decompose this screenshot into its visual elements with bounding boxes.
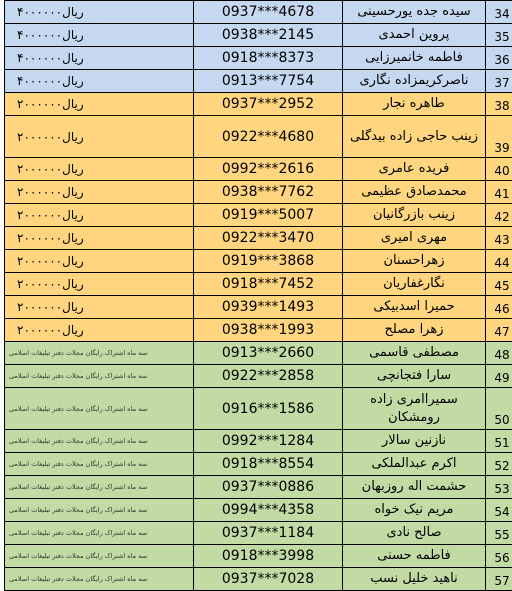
table-row — [5, 522, 512, 545]
name-cell: مصطفی قاسمی — [343, 342, 486, 365]
prize-cell: ۴۰۰۰۰۰۰ریال — [5, 1, 194, 24]
prize-cell: سه ماه اشتراک رایگان مجلات دفتر تبلیغات اسلامی — [5, 388, 194, 430]
phone-cell: 0919***3868 — [194, 250, 343, 273]
name-cell: اکرم عبدالملکی — [343, 453, 486, 476]
prize-cell: ۴۰۰۰۰۰۰ریال — [5, 47, 194, 70]
row-number-cell: 55 — [486, 522, 512, 545]
prize-cell: ۲۰۰۰۰۰۰ریال — [5, 227, 194, 250]
name-cell: مریم نیک خواه — [343, 499, 486, 522]
phone-cell: 0938***7762 — [194, 181, 343, 204]
prize-cell: ۲۰۰۰۰۰۰ریال — [5, 319, 194, 342]
prize-cell: سه ماه اشتراک رایگان مجلات دفتر تبلیغات اسلامی — [5, 342, 194, 365]
name-cell: فاطمه خانمیرزایی — [343, 47, 486, 70]
prize-cell: ۲۰۰۰۰۰۰ریال — [5, 116, 194, 158]
winners-table — [4, 0, 512, 591]
table-row — [5, 430, 512, 453]
name-cell: زینب حاجی زاده بیدگلی — [343, 116, 486, 158]
phone-cell: 0922***3470 — [194, 227, 343, 250]
phone-cell: 0937***0886 — [194, 476, 343, 499]
table-row — [5, 545, 512, 568]
table-row — [5, 47, 512, 70]
row-number-cell: 36 — [486, 47, 512, 70]
name-cell: نگارغفاریان — [343, 273, 486, 296]
row-number-cell: 46 — [486, 296, 512, 319]
name-cell: فاطمه حسنی — [343, 545, 486, 568]
row-number-cell: 44 — [486, 250, 512, 273]
phone-cell: 0938***1993 — [194, 319, 343, 342]
prize-cell: ۲۰۰۰۰۰۰ریال — [5, 93, 194, 116]
row-number-cell: 38 — [486, 93, 512, 116]
prize-cell: ۴۰۰۰۰۰۰ریال — [5, 70, 194, 93]
prize-cell: سه ماه اشتراک رایگان مجلات دفتر تبلیغات اسلامی — [5, 453, 194, 476]
row-number-cell: 51 — [486, 430, 512, 453]
table-row — [5, 181, 512, 204]
winners-table-body — [5, 1, 512, 591]
phone-cell: 0937***4678 — [194, 1, 343, 24]
name-cell: نازنین سالار — [343, 430, 486, 453]
table-row — [5, 296, 512, 319]
table-row — [5, 227, 512, 250]
row-number-cell: 39 — [486, 116, 512, 158]
table-row — [5, 568, 512, 591]
row-number-cell: 40 — [486, 158, 512, 181]
phone-cell: 0922***4680 — [194, 116, 343, 158]
table-row — [5, 70, 512, 93]
table-row — [5, 476, 512, 499]
name-cell: سارا فتجانچی — [343, 365, 486, 388]
name-cell: زهرا مصلح — [343, 319, 486, 342]
phone-cell: 0918***7452 — [194, 273, 343, 296]
table-row — [5, 158, 512, 181]
prize-cell: سه ماه اشتراک رایگان مجلات دفتر تبلیغات اسلامی — [5, 568, 194, 591]
table-row — [5, 24, 512, 47]
name-cell: صالح نادی — [343, 522, 486, 545]
phone-cell: 0916***1586 — [194, 388, 343, 430]
table-row — [5, 204, 512, 227]
table-row — [5, 499, 512, 522]
name-cell: فریده عامری — [343, 158, 486, 181]
prize-cell: ۲۰۰۰۰۰۰ریال — [5, 204, 194, 227]
row-number-cell: 37 — [486, 70, 512, 93]
phone-cell: 0918***8373 — [194, 47, 343, 70]
row-number-cell: 49 — [486, 365, 512, 388]
table-row — [5, 93, 512, 116]
name-cell: طاهره نجار — [343, 93, 486, 116]
phone-cell: 0919***5007 — [194, 204, 343, 227]
row-number-cell: 53 — [486, 476, 512, 499]
phone-cell: 0937***2952 — [194, 93, 343, 116]
name-cell: سیده جده یورحسینی — [343, 1, 486, 24]
row-number-cell: 41 — [486, 181, 512, 204]
table-row — [5, 453, 512, 476]
row-number-cell: 57 — [486, 568, 512, 591]
row-number-cell: 34 — [486, 1, 512, 24]
prize-cell: ۴۰۰۰۰۰۰ریال — [5, 24, 194, 47]
row-number-cell: 54 — [486, 499, 512, 522]
phone-cell: 0992***1284 — [194, 430, 343, 453]
row-number-cell: 48 — [486, 342, 512, 365]
name-cell: پروین احمدی — [343, 24, 486, 47]
phone-cell: 0992***2616 — [194, 158, 343, 181]
prize-cell: سه ماه اشتراک رایگان مجلات دفتر تبلیغات اسلامی — [5, 430, 194, 453]
prize-cell: ۲۰۰۰۰۰۰ریال — [5, 250, 194, 273]
prize-cell: سه ماه اشتراک رایگان مجلات دفتر تبلیغات اسلامی — [5, 499, 194, 522]
name-cell: محمدصادق عظیمی — [343, 181, 486, 204]
phone-cell: 0994***4358 — [194, 499, 343, 522]
row-number-cell: 43 — [486, 227, 512, 250]
prize-cell: ۲۰۰۰۰۰۰ریال — [5, 158, 194, 181]
phone-cell: 0938***2145 — [194, 24, 343, 47]
name-cell: ناصرکریمزاده نگاری — [343, 70, 486, 93]
name-cell: مهری امیری — [343, 227, 486, 250]
prize-cell: سه ماه اشتراک رایگان مجلات دفتر تبلیغات اسلامی — [5, 522, 194, 545]
phone-cell: 0937***1184 — [194, 522, 343, 545]
prize-cell: ۲۰۰۰۰۰۰ریال — [5, 296, 194, 319]
prize-cell: سه ماه اشتراک رایگان مجلات دفتر تبلیغات اسلامی — [5, 365, 194, 388]
table-row — [5, 273, 512, 296]
prize-cell: سه ماه اشتراک رایگان مجلات دفتر تبلیغات اسلامی — [5, 545, 194, 568]
name-cell: زهراحسنان — [343, 250, 486, 273]
phone-cell: 0922***2858 — [194, 365, 343, 388]
prize-cell: ۲۰۰۰۰۰۰ریال — [5, 181, 194, 204]
phone-cell: 0937***7028 — [194, 568, 343, 591]
table-row — [5, 116, 512, 158]
phone-cell: 0913***2660 — [194, 342, 343, 365]
table-row — [5, 365, 512, 388]
phone-cell: 0939***1493 — [194, 296, 343, 319]
table-row — [5, 250, 512, 273]
name-cell: زینب بازرگانیان — [343, 204, 486, 227]
row-number-cell: 56 — [486, 545, 512, 568]
prize-cell: سه ماه اشتراک رایگان مجلات دفتر تبلیغات اسلامی — [5, 476, 194, 499]
row-number-cell: 42 — [486, 204, 512, 227]
row-number-cell: 35 — [486, 24, 512, 47]
table-row — [5, 388, 512, 430]
phone-cell: 0913***7754 — [194, 70, 343, 93]
table-row — [5, 319, 512, 342]
name-cell: حمیرا اسدبیکی — [343, 296, 486, 319]
name-cell: حشمت اله روزبهان — [343, 476, 486, 499]
table-row — [5, 342, 512, 365]
phone-cell: 0918***3998 — [194, 545, 343, 568]
prize-cell: ۲۰۰۰۰۰۰ریال — [5, 273, 194, 296]
row-number-cell: 47 — [486, 319, 512, 342]
name-cell: ناهید خلیل نسب — [343, 568, 486, 591]
name-cell: سمیراامری زاده رومشکان — [343, 388, 486, 430]
row-number-cell: 50 — [486, 388, 512, 430]
table-row — [5, 1, 512, 24]
phone-cell: 0918***8554 — [194, 453, 343, 476]
row-number-cell: 45 — [486, 273, 512, 296]
row-number-cell: 52 — [486, 453, 512, 476]
